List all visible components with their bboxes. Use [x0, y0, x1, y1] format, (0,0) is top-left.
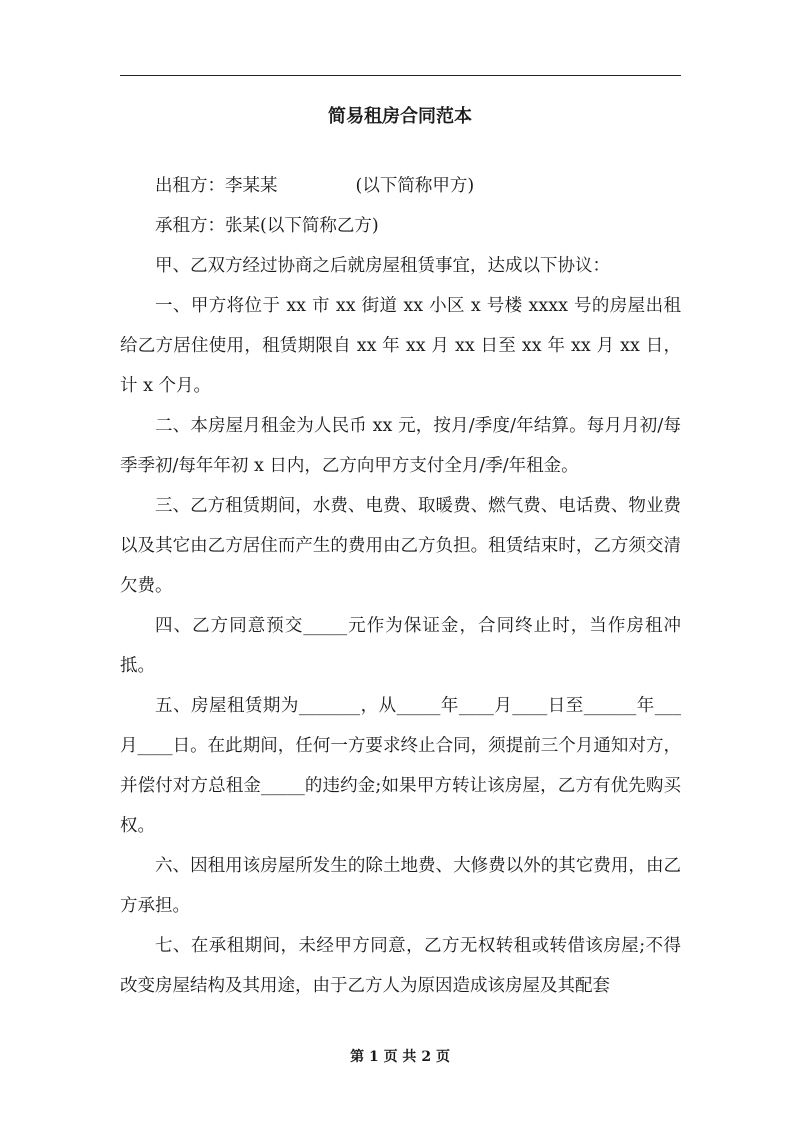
clause-2: 二、本房屋月租金为人民币 xx 元，按月/季度/年结算。每月月初/每季季初/每年年初 x 日内，乙方向甲方支付全月/季/年租金。	[120, 416, 681, 476]
lessor-line	[120, 166, 681, 206]
clause-6: 六、因租用该房屋所发生的除土地费、大修费以外的其它费用，由乙方承担。	[120, 856, 681, 916]
clause-1: 一、甲方将位于 xx 市 xx 街道 xx 小区 x 号楼 xxxx 号的房屋出租给乙方居住使用，租赁期限自 xx 年 xx 月 xx 日至 xx 年 xx 月 xx 日，计 x 个月。	[120, 296, 681, 396]
current-page-number: 1	[368, 1049, 379, 1065]
lessor-name: 李某某	[225, 176, 278, 196]
clause-3: 三、乙方租赁期间，水费、电费、取暖费、燃气费、电话费、物业费以及其它由乙方居住而产生的费用由乙方负担。租赁结束时，乙方须交清欠费。	[120, 496, 681, 596]
lessor-label: 出租方：	[155, 176, 225, 196]
footer-middle: 页 共	[383, 1049, 417, 1065]
footer-suffix: 页	[435, 1049, 450, 1065]
page-footer	[0, 1047, 800, 1067]
document-title: 简易租房合同范本	[328, 106, 472, 127]
clause-7: 七、在承租期间，未经甲方同意，乙方无权转租或转借该房屋;不得改变房屋结构及其用途，由于乙方人为原因造成该房屋及其配套	[120, 936, 681, 996]
footer-prefix: 第	[350, 1049, 365, 1065]
document-body	[120, 166, 681, 1006]
clause-5: 五、房屋租赁期为_______，从_____年____月____日至______年___月____日。在此期间，任何一方要求终止合同，须提前三个月通知对方，并偿付对方总租金_____的违约金;如果甲方转让该房屋，乙方有优先购买权。	[120, 696, 681, 836]
intro-paragraph: 甲、乙双方经过协商之后就房屋租赁事宜，达成以下协议：	[155, 256, 610, 276]
clause-4: 四、乙方同意预交_____元作为保证金，合同终止时，当作房租冲抵。	[120, 616, 681, 676]
total-pages-number: 2	[421, 1049, 432, 1065]
lessor-note: (以下简称甲方)	[355, 176, 475, 196]
header-rule	[120, 75, 681, 76]
lessee-line: 承租方：张某(以下简称乙方)	[155, 216, 379, 236]
